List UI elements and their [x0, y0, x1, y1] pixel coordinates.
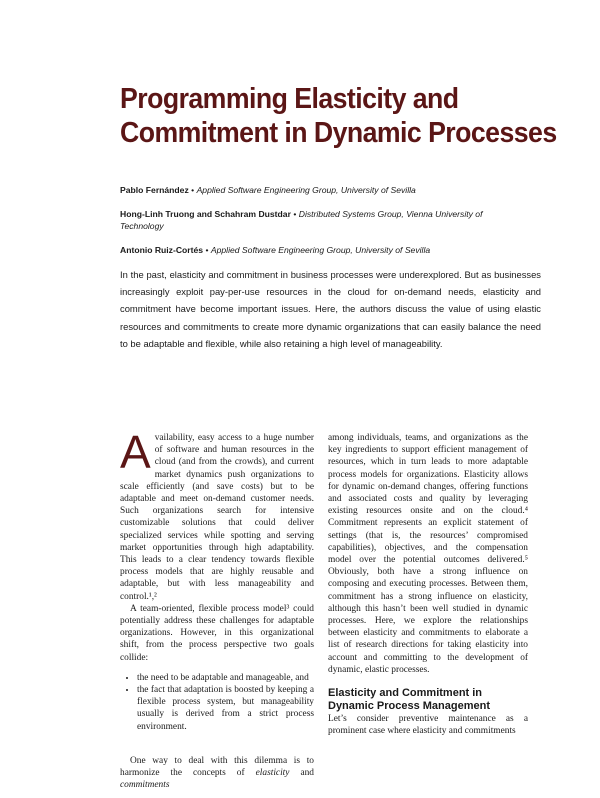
author-1: [120, 184, 500, 196]
body-paragraph: A team-oriented, flexible process model³ could potentially address these challenges for adaptable organizations. However, in this organizational shift, from the process perspective two goals collide:: [120, 603, 314, 663]
section-heading-line-1: Elasticity and Commitment in: [328, 687, 483, 700]
emphasis-commitments: commitments: [120, 780, 170, 791]
intro-text: vailability, easy access to a huge number of software and human resources in the cloud (and from the crowds), and current market dynamics push organizations to scale efficiently (and save costs) but to be adaptable and meet on-demand customer needs. Such organizations search for intensive customizable solutions that could deliver specialized services while spotting and serving market opportunities through high adaptability. This leads to a clear tendency towards flexible process models that are highly reusable and adaptable, but with less manageability and control.¹,²: [120, 433, 314, 602]
title-line-2: Commitment in Dynamic Processes: [120, 117, 557, 149]
author-3: [120, 244, 500, 256]
bullet-item: • the fact that adaptation is boosted by keeping a flexible process system, but manageability usually is derived from a strict process environment.: [137, 684, 314, 733]
section-heading-line-2: Dynamic Process Management: [328, 700, 491, 713]
paper-title: [120, 82, 557, 150]
emphasis-elasticity: elasticity: [255, 768, 290, 779]
author-name: Hong-Linh Truong and Schahram Dustdar: [120, 209, 291, 219]
intro-paragraph: [120, 426, 314, 603]
paragraph-text: and: [289, 768, 314, 779]
author-separator: •: [188, 185, 197, 195]
body-paragraph: among individuals, teams, and organizations as the key ingredients to support efficient management of resources, which in turn leads to more adaptable process models for organizations. Elasticity allows for dynamic on-demand changes, offering functions and associated costs and quality by leveraging existing resources onsite and on the cloud.⁴ Commitment represents an explicit statement of settings (that is, the resources’ compromised capabilities), objectives, and the compensation model over the potential outcomes delivered.⁵ Obviously, both have a strong influence on composing and executing processes. Between them, commitment has a strong influence on elasticity, although this hasn’t been well studied in dynamic processes. Here, we explore the relationships between elasticity and commitments to elaborate a list of research directions for taking elasticity into account and committing to the development of dynamic, elastic processes.: [328, 433, 528, 675]
abstract: In the past, elasticity and commitment in business processes were underexplored. But as businesses increasingly exploit pay-per-use resources in the cloud for on-demand needs, elasticity and commitment have become important issues. Here, the authors discuss the value of using elastic resources and commitments to create more dynamic organizations that can easily balance the need to be adaptable and flexible, while also retaining a high level of manageability.: [120, 269, 541, 349]
author-name: Antonio Ruiz-Cortés: [120, 245, 204, 255]
author-affiliation: Applied Software Engineering Group, University of Sevilla: [196, 185, 416, 195]
body-paragraph: [120, 755, 314, 792]
right-column: [328, 432, 528, 737]
bullet-item: • the need to be adaptable and manageable, and: [137, 672, 314, 684]
author-affiliation: Distributed Systems Group, Vienna University of Technology: [120, 209, 483, 231]
left-column: [120, 426, 314, 791]
drop-cap: A: [120, 426, 151, 478]
body-paragraph: Let’s consider preventive maintenance as a prominent case where elasticity and commitments: [328, 714, 528, 737]
bullet-list: [120, 672, 314, 733]
author-2: [120, 208, 500, 232]
author-name: Pablo Fernández: [120, 185, 189, 195]
author-separator: •: [290, 209, 299, 219]
title-line-1: Programming Elasticity and: [120, 83, 459, 115]
author-affiliation: Applied Software Engineering Group, University of Sevilla: [210, 245, 431, 255]
paragraph-text: One way to deal with this dilemma is to harmonize the concepts of: [120, 755, 314, 779]
author-separator: •: [203, 245, 211, 255]
section-heading: [328, 687, 528, 713]
